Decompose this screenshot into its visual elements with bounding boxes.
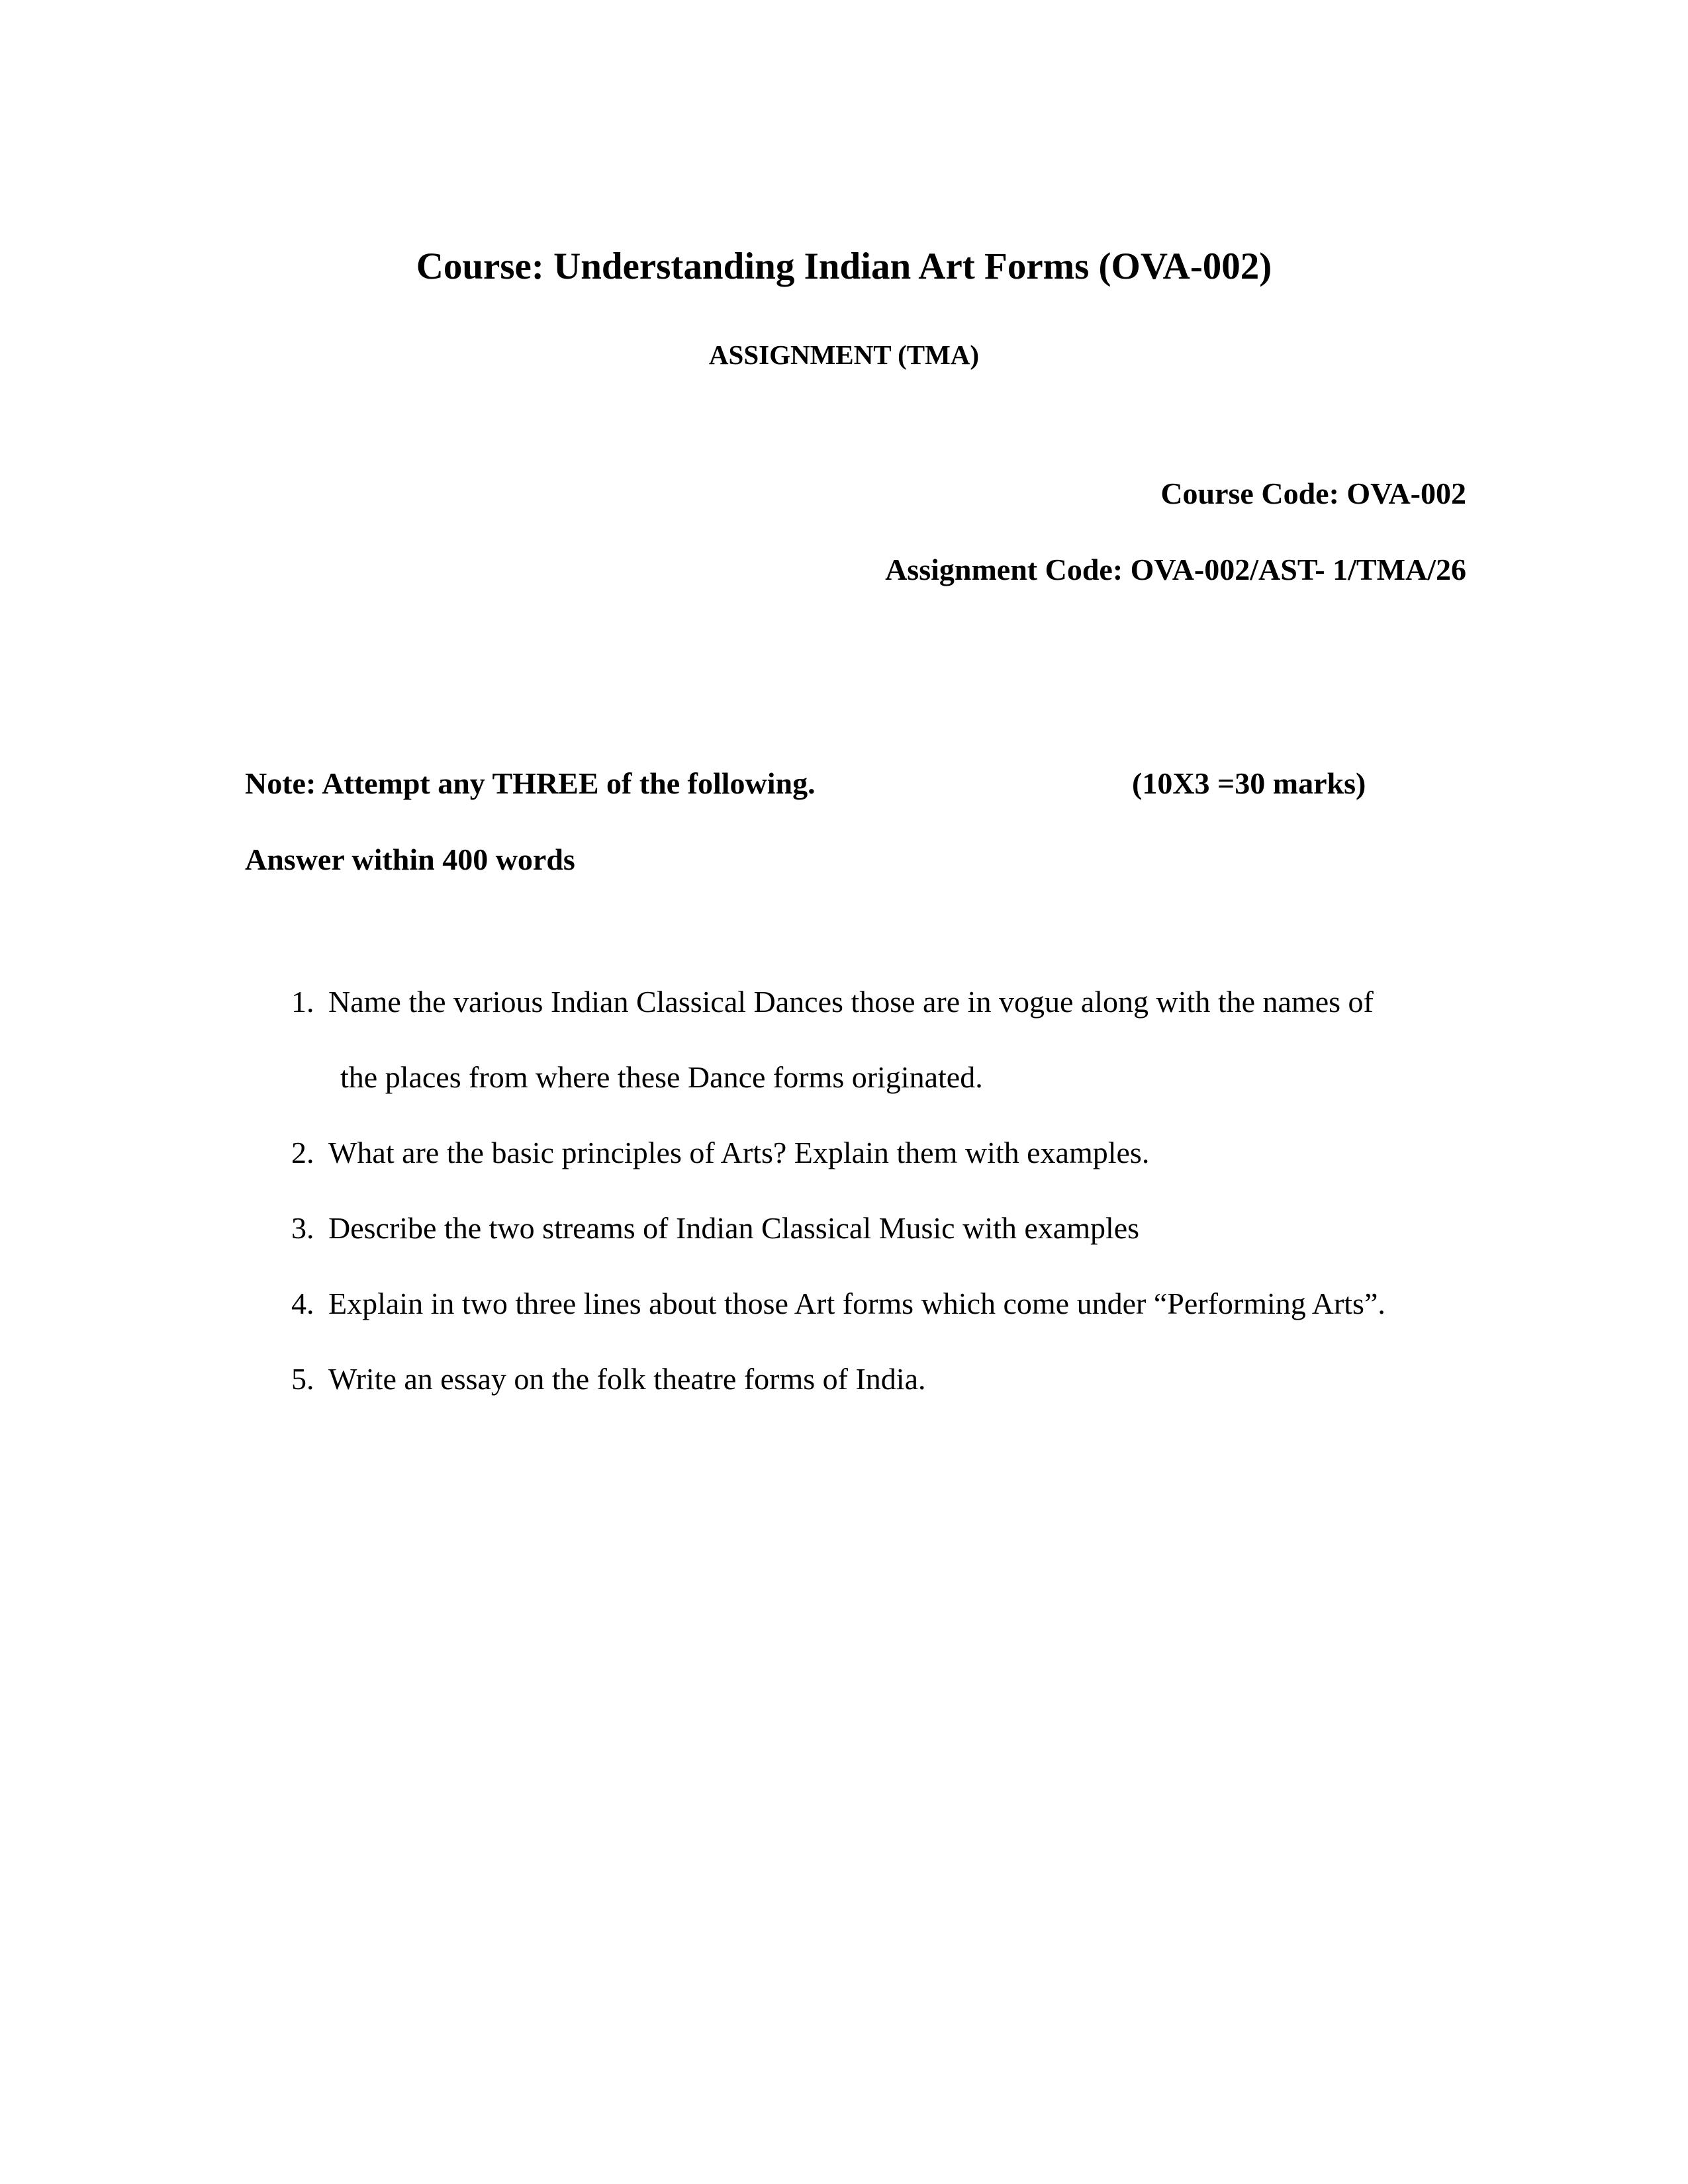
question-number: 3.	[291, 1211, 314, 1245]
question-list	[291, 983, 1483, 1435]
question-item	[291, 983, 1483, 1097]
instruction-note: Note: Attempt any THREE of the following.	[245, 766, 816, 800]
word-limit-note: Answer within 400 words	[245, 842, 575, 876]
question-text: Explain in two three lines about those Art forms which come under “Performing Arts”.	[328, 1287, 1385, 1320]
question-item	[291, 1285, 1483, 1323]
question-text: Write an essay on the folk theatre forms of India.	[328, 1362, 926, 1396]
assignment-code: Assignment Code: OVA-002/AST- 1/TMA/26	[885, 553, 1466, 586]
question-text	[328, 983, 1483, 1097]
question-number: 1.	[291, 985, 314, 1019]
marks-total: (10X3 =30 marks)	[1132, 766, 1366, 800]
question-item	[291, 1134, 1483, 1172]
question-number: 2.	[291, 1136, 314, 1169]
assignment-subtitle: ASSIGNMENT (TMA)	[708, 340, 980, 370]
question-text: Describe the two streams of Indian Classical Music with examples	[328, 1211, 1140, 1245]
question-number: 4.	[291, 1287, 314, 1320]
question-text: What are the basic principles of Arts? Explain them with examples.	[328, 1136, 1150, 1169]
page-title: Course: Understanding Indian Art Forms (OVA-002)	[416, 246, 1272, 287]
course-code: Course Code: OVA-002	[1160, 477, 1466, 510]
question-item	[291, 1360, 1483, 1398]
question-line-continuation: the places from where these Dance forms originated.	[340, 1060, 983, 1094]
question-number: 5.	[291, 1362, 314, 1396]
question-line: Name the various Indian Classical Dances those are in vogue along with the names of	[328, 985, 1374, 1019]
question-item	[291, 1209, 1483, 1248]
